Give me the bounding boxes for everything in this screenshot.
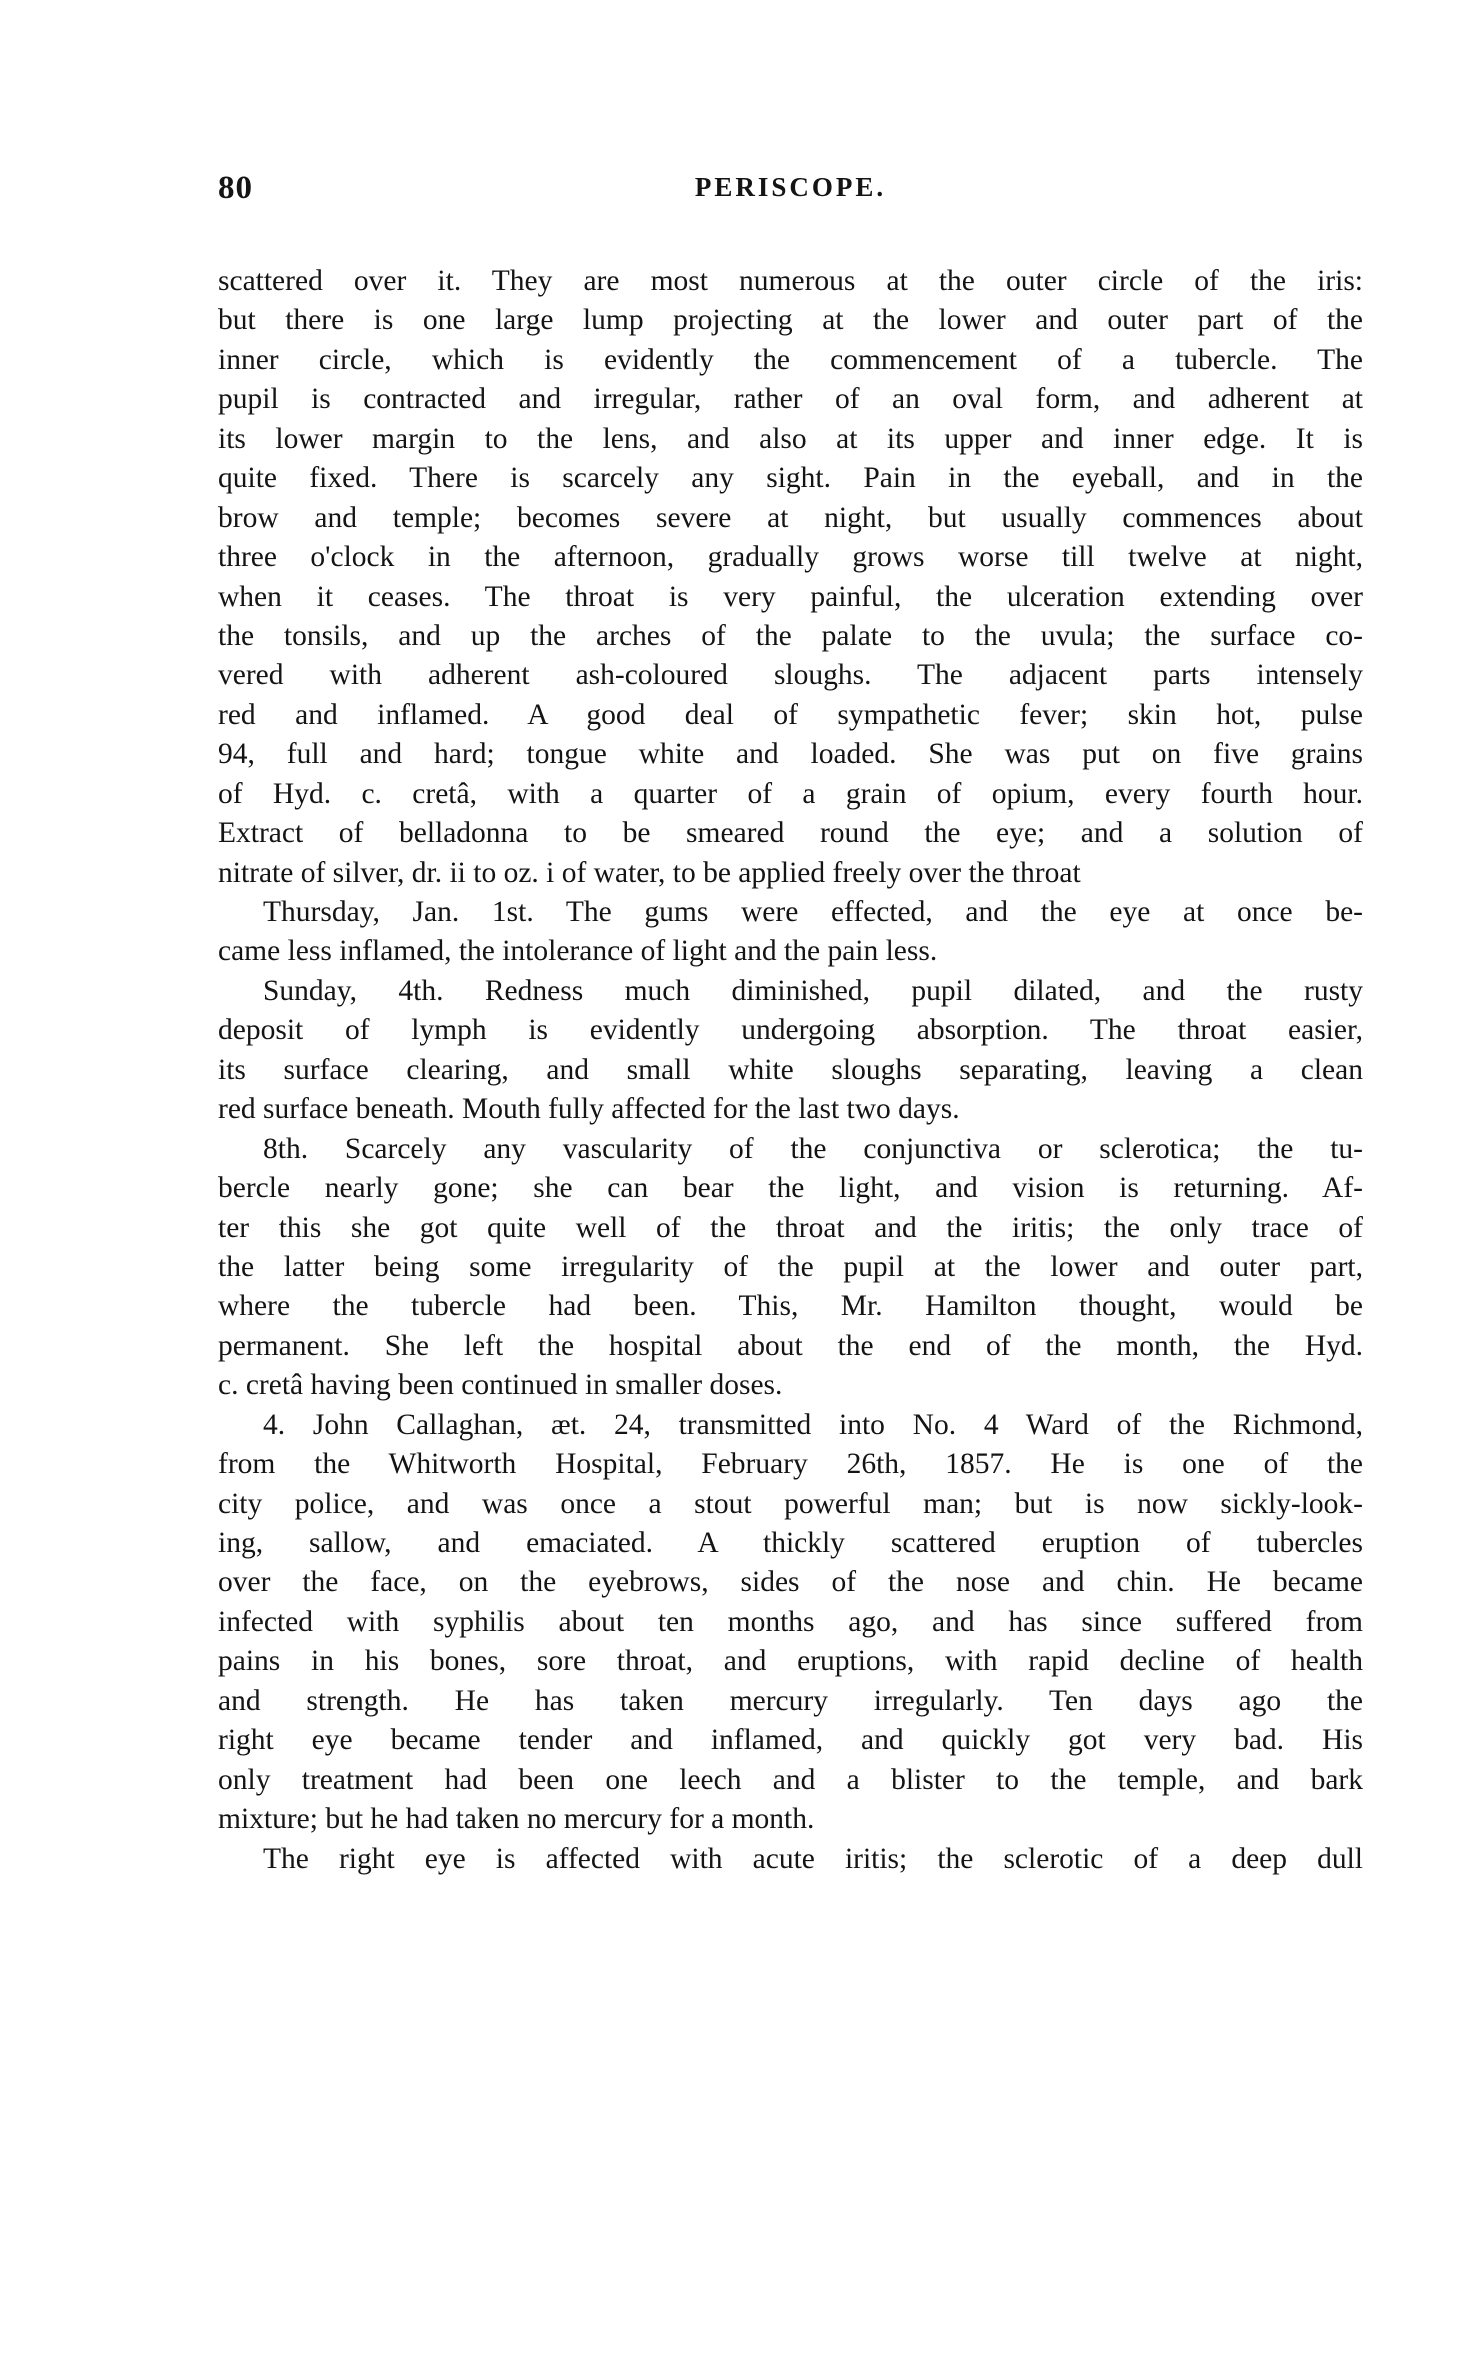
text-line: ter this she got quite well of the throat and the iritis; the only trace of: [218, 1211, 1363, 1244]
text-line: deposit of lymph is evidently undergoing absorption. The throat easier,: [218, 1014, 1363, 1047]
text-line: red surface beneath. Mouth fully affected for the last two days.: [218, 1093, 960, 1126]
text-line: three o'clock in the afternoon, gradually grows worse till twelve at night,: [218, 541, 1363, 574]
text-line: brow and temple; becomes severe at night, but usually commences about: [218, 501, 1363, 534]
text-line: 4. John Callaghan, æt. 24, transmitted into No. 4 Ward of the Richmond,: [263, 1408, 1363, 1441]
running-head: PERISCOPE.: [694, 172, 887, 202]
text-line: of Hyd. c. cretâ, with a quarter of a grain of opium, every fourth hour.: [218, 777, 1363, 810]
text-line: Sunday, 4th. Redness much diminished, pupil dilated, and the rusty: [263, 974, 1363, 1007]
text-line: inner circle, which is evidently the commencement of a tubercle. The: [218, 343, 1363, 376]
text-line: only treatment had been one leech and a blister to the temple, and bark: [218, 1763, 1363, 1796]
text-line: bercle nearly gone; she can bear the light, and vision is returning. Af-: [218, 1172, 1363, 1205]
text-line: Extract of belladonna to be smeared round the eye; and a solution of: [218, 817, 1363, 850]
text-line: Thursday, Jan. 1st. The gums were effected, and the eye at once be-: [263, 896, 1363, 928]
text-line: nitrate of silver, dr. ii to oz. i of water, to be applied freely over the throat: [218, 856, 1081, 889]
text-line: red and inflamed. A good deal of sympathetic fever; skin hot, pulse: [218, 698, 1363, 731]
text-line: permanent. She left the hospital about the end of the month, the Hyd.: [218, 1329, 1363, 1362]
text-line: and strength. He has taken mercury irregularly. Ten days ago the: [218, 1684, 1363, 1717]
text-line: the tonsils, and up the arches of the palate to the uvula; the surface co-: [218, 619, 1363, 652]
text-line: pains in his bones, sore throat, and eruptions, with rapid decline of health: [218, 1645, 1363, 1678]
text-line: scattered over it. They are most numerous at the outer circle of the iris:: [218, 265, 1363, 297]
text-line: its lower margin to the lens, and also at its upper and inner edge. It is: [218, 422, 1363, 455]
text-line: c. cretâ having been continued in smaller doses.: [218, 1369, 783, 1402]
text-line: where the tubercle had been. This, Mr. Hamilton thought, would be: [218, 1290, 1363, 1323]
text-line: vered with adherent ash-coloured sloughs. The adjacent parts intensely: [218, 659, 1363, 692]
text-line: infected with syphilis about ten months ago, and has since suffered from: [218, 1605, 1363, 1638]
text-line: ing, sallow, and emaciated. A thickly scattered eruption of tubercles: [218, 1527, 1363, 1559]
text-line: The right eye is affected with acute iritis; the sclerotic of a deep dull: [263, 1842, 1363, 1875]
text-line: 94, full and hard; tongue white and loaded. She was put on five grains: [218, 738, 1363, 771]
text-line: from the Whitworth Hospital, February 26th, 1857. He is one of the: [218, 1448, 1363, 1481]
page-header: [218, 170, 1363, 218]
page-number: 80: [218, 170, 253, 206]
text-line: its surface clearing, and small white sloughs separating, leaving a clean: [218, 1053, 1363, 1086]
text-line: pupil is contracted and irregular, rather of an oval form, and adherent at: [218, 383, 1363, 416]
text-line: the latter being some irregularity of the pupil at the lower and outer part,: [218, 1250, 1363, 1283]
text-line: when it ceases. The throat is very painful, the ulceration extending over: [218, 580, 1363, 613]
text-line: city police, and was once a stout powerful man; but is now sickly-look-: [218, 1487, 1363, 1520]
text-line: quite fixed. There is scarcely any sight. Pain in the eyeball, and in the: [218, 462, 1363, 495]
text-line: right eye became tender and inflamed, and quickly got very bad. His: [218, 1724, 1363, 1757]
text-line: over the face, on the eyebrows, sides of the nose and chin. He became: [218, 1566, 1363, 1599]
text-line: came less inflamed, the intolerance of light and the pain less.: [218, 935, 938, 968]
body-text: [218, 262, 1363, 1879]
text-line: 8th. Scarcely any vascularity of the conjunctiva or sclerotica; the tu-: [263, 1132, 1363, 1165]
text-line: mixture; but he had taken no mercury for a month.: [218, 1803, 815, 1836]
text-line: but there is one large lump projecting at the lower and outer part of the: [218, 304, 1363, 337]
